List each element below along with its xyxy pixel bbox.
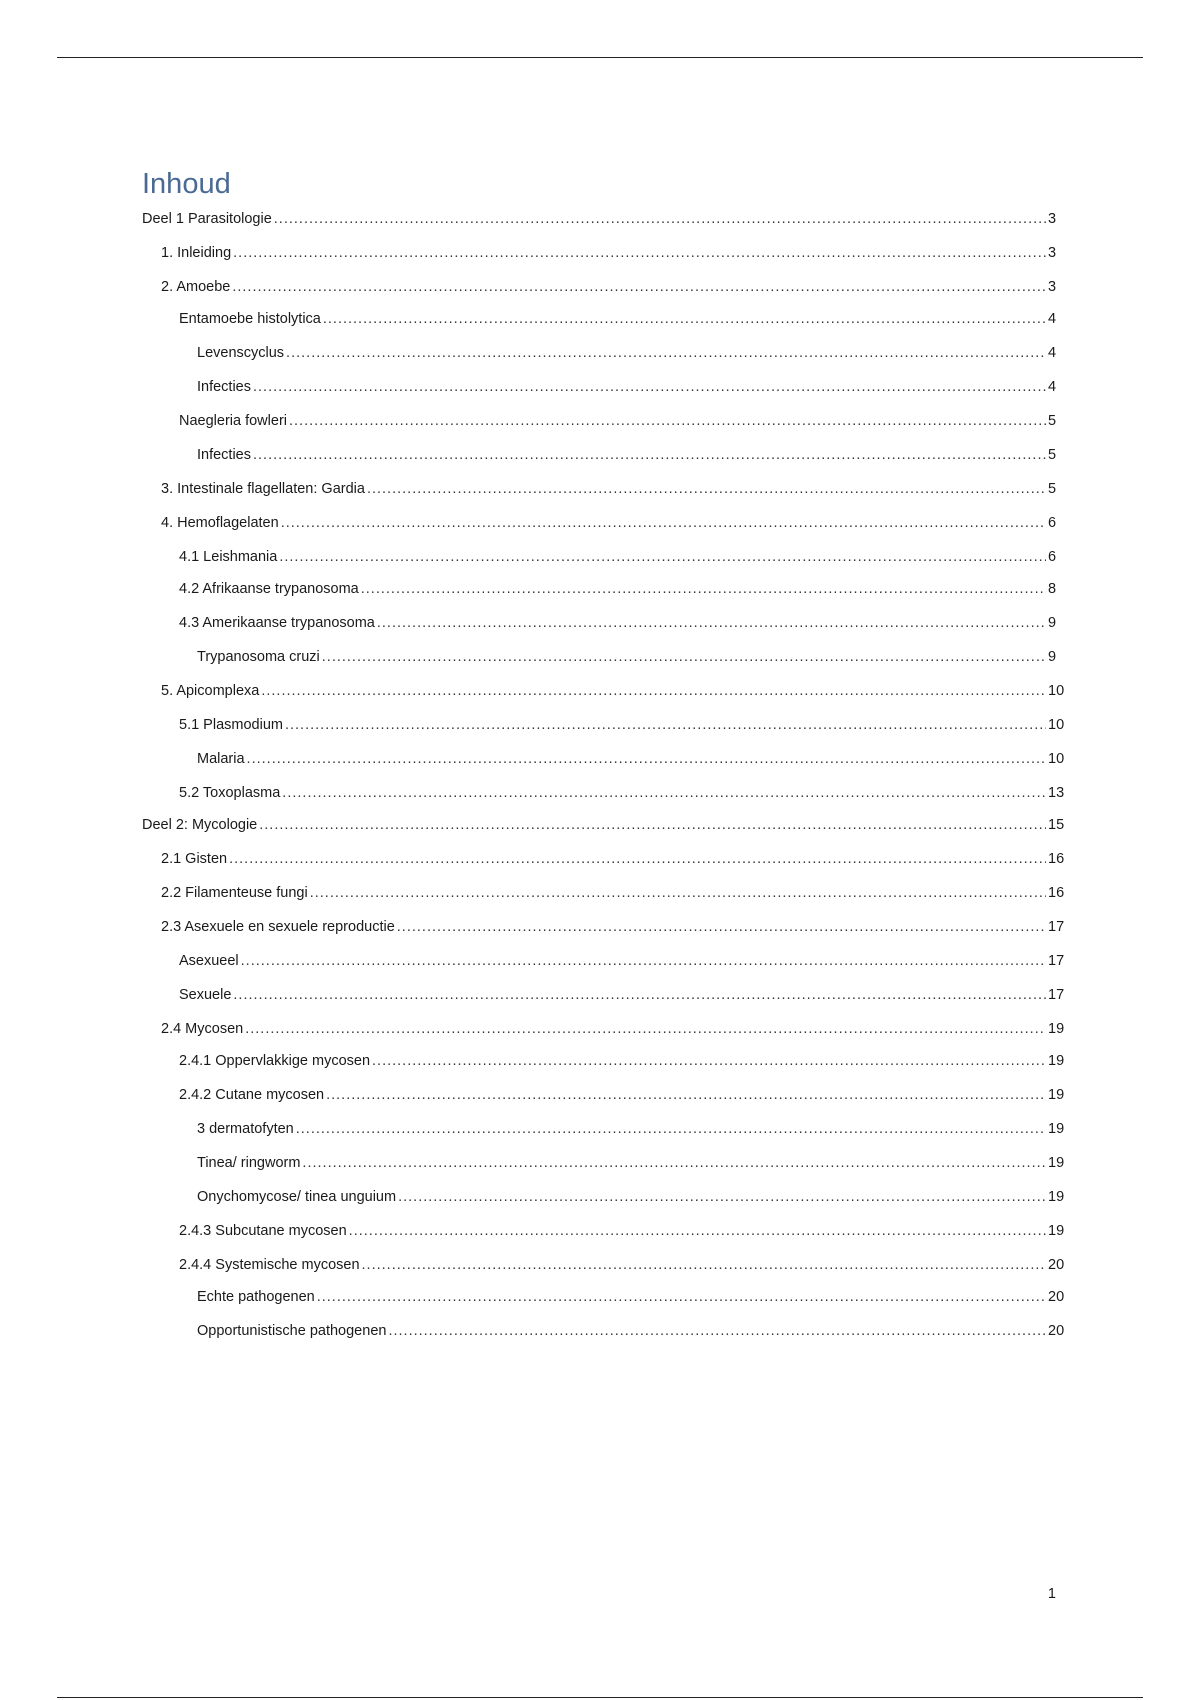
- toc-dot-leader: [397, 917, 1046, 937]
- toc-entry-label: Entamoebe histolytica: [179, 311, 321, 327]
- toc-entry-page: 17: [1048, 987, 1065, 1003]
- toc-entry-page: 20: [1048, 1323, 1065, 1339]
- toc-dot-leader: [361, 579, 1046, 599]
- toc-entry-page: 4: [1048, 379, 1057, 395]
- toc-entry[interactable]: [142, 547, 1056, 567]
- toc-entry-page: 4: [1048, 311, 1057, 327]
- toc-entry[interactable]: [142, 749, 1065, 769]
- toc-entry[interactable]: [142, 579, 1056, 599]
- toc-dot-leader: [310, 883, 1046, 903]
- toc-dot-leader: [259, 815, 1046, 835]
- toc-entry[interactable]: [142, 445, 1056, 465]
- toc-entry-label: Onychomycose/ tinea unguium: [197, 1189, 397, 1205]
- toc-entry-page: 19: [1048, 1087, 1065, 1103]
- toc-entry-page: 3: [1048, 279, 1057, 295]
- toc-dot-leader: [247, 749, 1046, 769]
- toc-entry-page: 9: [1048, 615, 1057, 631]
- toc-entry-label: Levenscyclus: [197, 345, 285, 361]
- toc-entry-label: Naegleria fowleri: [179, 413, 287, 429]
- toc-dot-leader: [326, 1085, 1046, 1105]
- toc-dot-leader: [285, 715, 1046, 735]
- toc-dot-leader: [233, 243, 1046, 263]
- toc-entry-page: 16: [1048, 851, 1065, 867]
- toc-entry[interactable]: [142, 411, 1056, 431]
- toc-dot-leader: [289, 411, 1046, 431]
- toc-entry-page: 19: [1048, 1155, 1065, 1171]
- footer-rule: [57, 1697, 1143, 1698]
- toc-entry-label: Tinea/ ringworm: [197, 1155, 301, 1171]
- toc-entry-label: Infecties: [197, 447, 251, 463]
- toc-entry[interactable]: [142, 815, 1065, 835]
- toc-entry[interactable]: [142, 849, 1065, 869]
- toc-entry-page: 8: [1048, 581, 1057, 597]
- toc-entry-label: Echte pathogenen: [197, 1289, 315, 1305]
- toc-entry[interactable]: [142, 985, 1065, 1005]
- toc-entry[interactable]: [142, 1321, 1065, 1341]
- toc-entry[interactable]: [142, 309, 1056, 329]
- toc-dot-leader: [253, 377, 1046, 397]
- toc-dot-leader: [245, 1019, 1046, 1039]
- toc-entry[interactable]: [142, 1153, 1065, 1173]
- toc-entry-label: 2.4.1 Oppervlakkige mycosen: [179, 1053, 371, 1069]
- toc-entry-label: Deel 2: Mycologie: [142, 817, 258, 833]
- toc-entry-page: 13: [1048, 785, 1065, 801]
- toc-entry-page: 19: [1048, 1189, 1065, 1205]
- toc-entry-page: 3: [1048, 211, 1057, 227]
- toc-entry-label: 2.4.4 Systemische mycosen: [179, 1257, 360, 1273]
- toc-entry-label: Trypanosoma cruzi: [197, 649, 320, 665]
- toc-entry-page: 19: [1048, 1021, 1065, 1037]
- toc-dot-leader: [282, 783, 1046, 803]
- toc-dot-leader: [261, 681, 1046, 701]
- toc-entry[interactable]: [142, 513, 1056, 533]
- toc-dot-leader: [253, 445, 1046, 465]
- toc-dot-leader: [323, 309, 1046, 329]
- toc-entry-page: 19: [1048, 1223, 1065, 1239]
- toc-entry-page: 10: [1048, 751, 1065, 767]
- toc-entry-label: 5. Apicomplexa: [161, 683, 260, 699]
- toc-entry-page: 10: [1048, 717, 1065, 733]
- toc-entry[interactable]: [142, 613, 1056, 633]
- toc-entry[interactable]: [142, 209, 1056, 229]
- toc-entry-label: 5.1 Plasmodium: [179, 717, 283, 733]
- toc-entry-label: 2.4 Mycosen: [161, 1021, 244, 1037]
- toc-dot-leader: [372, 1051, 1046, 1071]
- toc-entry-label: 2.1 Gisten: [161, 851, 228, 867]
- toc-entry-page: 3: [1048, 245, 1057, 261]
- toc-entry-label: Sexuele: [179, 987, 232, 1003]
- toc-dot-leader: [286, 343, 1046, 363]
- toc-entry[interactable]: [142, 951, 1065, 971]
- toc-dot-leader: [367, 479, 1046, 499]
- toc-entry-label: Opportunistische pathogenen: [197, 1323, 387, 1339]
- toc-entry[interactable]: [142, 1255, 1065, 1275]
- toc-entry-page: 5: [1048, 481, 1057, 497]
- toc-entry[interactable]: [142, 1119, 1065, 1139]
- toc-entry-page: 6: [1048, 549, 1057, 565]
- toc-entry-label: 4.2 Afrikaanse trypanosoma: [179, 581, 359, 597]
- toc-entry[interactable]: [142, 1085, 1065, 1105]
- toc-entry[interactable]: [142, 377, 1056, 397]
- toc-entry[interactable]: [142, 681, 1065, 701]
- toc-entry-page: 19: [1048, 1121, 1065, 1137]
- toc-entry-page: 20: [1048, 1257, 1065, 1273]
- toc-dot-leader: [229, 849, 1046, 869]
- toc-entry-label: 5.2 Toxoplasma: [179, 785, 281, 801]
- toc-entry-label: Infecties: [197, 379, 251, 395]
- toc-entry-page: 5: [1048, 413, 1057, 429]
- toc-entry[interactable]: [142, 1019, 1065, 1039]
- toc-entry-page: 6: [1048, 515, 1057, 531]
- toc-entry-label: 2.4.3 Subcutane mycosen: [179, 1223, 347, 1239]
- toc-dot-leader: [322, 647, 1046, 667]
- toc-dot-leader: [302, 1153, 1046, 1173]
- toc-entry-page: 17: [1048, 919, 1065, 935]
- toc-entry-label: 4.3 Amerikaanse trypanosoma: [179, 615, 375, 631]
- toc-entry[interactable]: [142, 343, 1056, 363]
- page-number: 1: [1047, 1586, 1056, 1602]
- header-rule: [57, 57, 1143, 58]
- toc-entry[interactable]: [142, 243, 1056, 263]
- toc-entry-page: 20: [1048, 1289, 1065, 1305]
- toc-dot-leader: [398, 1187, 1046, 1207]
- toc-dot-leader: [349, 1221, 1046, 1241]
- toc-dot-leader: [362, 1255, 1046, 1275]
- toc-entry-label: 4.1 Leishmania: [179, 549, 278, 565]
- toc-entry-label: 3 dermatofyten: [197, 1121, 294, 1137]
- toc-entry[interactable]: [142, 277, 1056, 297]
- toc-entry[interactable]: [142, 715, 1065, 735]
- toc-dot-leader: [274, 209, 1046, 229]
- toc-entry-label: Asexueel: [179, 953, 239, 969]
- toc-entry-page: 9: [1048, 649, 1057, 665]
- toc-dot-leader: [241, 951, 1046, 971]
- toc-entry[interactable]: [142, 917, 1065, 937]
- toc-dot-leader: [281, 513, 1046, 533]
- toc-entry[interactable]: [142, 1187, 1065, 1207]
- toc-entry-label: 3. Intestinale flagellaten: Gardia: [161, 481, 365, 497]
- toc-entry[interactable]: [142, 479, 1056, 499]
- toc-entry[interactable]: [142, 883, 1065, 903]
- toc-entry[interactable]: [142, 783, 1065, 803]
- toc-entry-label: 2.3 Asexuele en sexuele reproductie: [161, 919, 395, 935]
- toc-dot-leader: [232, 277, 1046, 297]
- toc-entry-label: 1. Inleiding: [161, 245, 232, 261]
- toc-dot-leader: [233, 985, 1046, 1005]
- toc-entry[interactable]: [142, 647, 1056, 667]
- toc-dot-leader: [377, 613, 1046, 633]
- toc-entry-page: 5: [1048, 447, 1057, 463]
- toc-entry-page: 10: [1048, 683, 1065, 699]
- toc-entry-label: 4. Hemoflagelaten: [161, 515, 279, 531]
- toc-entry-label: Malaria: [197, 751, 245, 767]
- toc-entry-page: 19: [1048, 1053, 1065, 1069]
- toc-dot-leader: [296, 1119, 1046, 1139]
- toc-entry-label: 2.2 Filamenteuse fungi: [161, 885, 308, 901]
- toc-entry-page: 16: [1048, 885, 1065, 901]
- toc-dot-leader: [317, 1287, 1046, 1307]
- toc-dot-leader: [388, 1321, 1046, 1341]
- toc-entry[interactable]: [142, 1051, 1065, 1071]
- toc-entry-page: 4: [1048, 345, 1057, 361]
- toc-entry-label: 2.4.2 Cutane mycosen: [179, 1087, 325, 1103]
- toc-entry-page: 15: [1048, 817, 1065, 833]
- toc-entry-label: 2. Amoebe: [161, 279, 231, 295]
- toc-entry-label: Deel 1 Parasitologie: [142, 211, 272, 227]
- toc-entry[interactable]: [142, 1221, 1065, 1241]
- toc-entry-page: 17: [1048, 953, 1065, 969]
- toc-heading: Inhoud: [142, 168, 231, 200]
- toc-dot-leader: [279, 547, 1046, 567]
- toc-entry[interactable]: [142, 1287, 1065, 1307]
